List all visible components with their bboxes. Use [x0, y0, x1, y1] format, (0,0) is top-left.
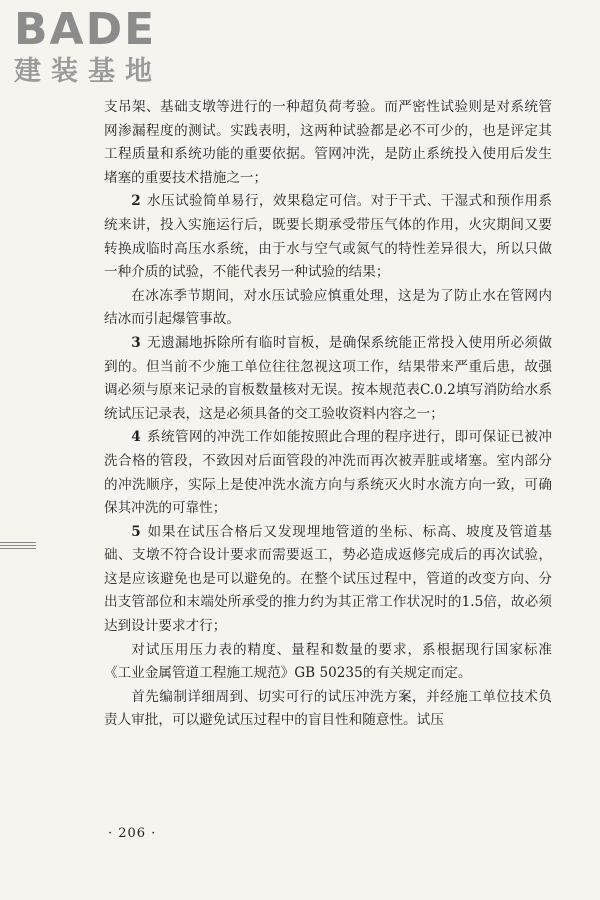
item-number: 3 [131, 334, 141, 351]
paragraph-text: 系统管网的冲洗工作如能按照此合理的程序进行，即可保证已被冲洗合格的管段，不致因对后面管段的冲洗而再次被弄脏或堵塞。室内部分的冲洗顺序，实际上是使冲洗水流方向与系统灭火时水流方向一致，可确保其冲洗的可靠性； [104, 429, 552, 517]
paragraph-text: 如果在试压合格后又发现埋地管道的坐标、标高、坡度及管道基础、支墩不符合设计要求而需要返工，势必造成返修完成后的再次试验，这是应该避免也是可以避免的。在整个试压过程中，管道的改变方向、分出支管部位和末端处所承受的推力约为其正常工作状况时的1.5倍，故必须达到设计要求才行； [104, 523, 552, 635]
paragraph-text: 对试压用压力表的精度、量程和数量的要求，系根据现行国家标准《工业金属管道工程施工规范》GB 50235的有关规定而定。 [104, 641, 552, 682]
page-number: · 206 · [108, 826, 157, 841]
paragraph-6 [104, 639, 552, 686]
item-number: 4 [131, 429, 141, 446]
paragraph-4 [104, 426, 552, 520]
paragraph-7 [104, 686, 552, 733]
paragraph-text: 无遗漏地拆除所有临时盲板，是确保系统能正常投入使用所必须做到的。但当前不少施工单位往往忽视这项工作，结果带来严重后患，故强调必须与原来记录的盲板数量核对无误。按本规范表C.0.2填写消防给水系统试压记录表，这是必须具备的交工验收资料内容之一； [104, 334, 552, 422]
paragraph-3 [104, 332, 552, 426]
item-number: 5 [131, 523, 141, 540]
item-number: 2 [131, 193, 141, 210]
logo-subtitle: 建装基地 [14, 56, 162, 87]
bade-logo [14, 6, 184, 96]
paragraph-text: 水压试验简单易行，效果稳定可信。对于干式、干湿式和预作用系统来讲，投入实施运行后，既要长期承受带压气体的作用，火灾期间又要转换成临时高压水系统，由于水与空气或氮气的特性差异很大，所以只做一种介质的试验，不能代表另一种试验的结果； [104, 193, 552, 281]
paragraph-text: 支吊架、基础支墩等进行的一种超负荷考验。而严密性试验则是对系统管网渗漏程度的测试。实践表明，这两种试验都是必不可少的，也是评定其工程质量和系统功能的重要依据。管网冲洗，是防止系统投入使用后发生堵塞的重要技术措施之一； [104, 99, 552, 186]
paragraph-text: 在冰冻季节期间，对水压试验应慎重处理，这是为了防止水在管网内结冰而引起爆管事故。 [104, 287, 552, 328]
body-text [104, 96, 552, 733]
paragraph-0 [104, 96, 552, 190]
paragraph-text: 首先编制详细周到、切实可行的试压冲洗方案，并经施工单位技术负责人审批，可以避免试压过程中的盲目性和随意性。试压 [104, 688, 552, 729]
paragraph-5 [104, 521, 552, 639]
margin-mark [0, 542, 36, 550]
logo-wordmark: BADE [14, 4, 157, 55]
paragraph-2 [104, 285, 552, 332]
paragraph-1 [104, 190, 552, 284]
